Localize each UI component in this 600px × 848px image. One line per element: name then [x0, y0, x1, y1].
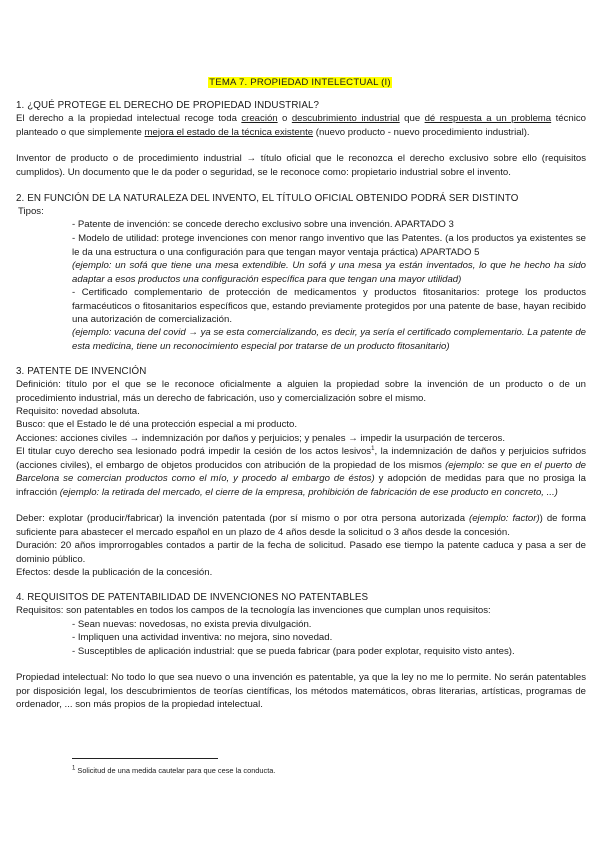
- footnote-number: 1: [72, 765, 76, 772]
- underlined-term: descubrimiento industrial: [291, 113, 400, 124]
- underlined-term: dé respuesta a un problema: [424, 113, 552, 124]
- busco-text: Busco: que el Estado le dé una protección especial a mi producto.: [16, 419, 298, 430]
- tipo-modelo-utilidad: - Modelo de utilidad: protege invenciones con menor rango inventivo que las Patentes. (a los productos ya existentes se le da una estructura o una configuración para que tengan mayor ventaja práctica) APARTADO 5: [72, 233, 586, 258]
- section-1-paragraph-1: El derecho a la propiedad intelectual recoge toda creación o descubrimiento industrial que dé respuesta a un problema técnico planteado o que simplemente mejora el estado de la técnica existente (nuevo producto - nuevo procedimiento industrial).: [16, 113, 586, 138]
- tipo-patente: - Patente de invención: se concede derecho exclusivo sobre una invención. APARTADO 3: [72, 219, 454, 230]
- section-3-heading: 3. PATENTE DE INVENCIÓN: [16, 366, 147, 377]
- section-1-heading: 1. ¿QUÉ PROTEGE EL DERECHO DE PROPIEDAD INDUSTRIAL?: [16, 100, 320, 111]
- deber-paragraph: Deber: explotar (producir/fabricar) la invención patentada (por sí mismo o por otra persona autorizada (ejemplo: factor)) de forma suficiente para abastecer el mercado español en un plazo de 4 años desde la solicitud o 3 años desde la concesión.: [16, 513, 587, 538]
- acciones-text: Acciones: acciones civiles → indemnización por daños y perjuicios; y penales → impedir la usurpación de terceros.: [16, 433, 505, 444]
- efectos-text: Efectos: desde la publicación de la concesión.: [16, 567, 213, 578]
- highlighted-title: TEMA 7. PROPIEDAD INTELECTUAL (I): [209, 77, 391, 88]
- duracion-text: Duración: 20 años improrrogables contados a partir de la fecha de solicitud. Pasado ese tiempo la patente caduca y pasa a ser de dominio público.: [16, 540, 586, 565]
- requisito-text: Requisito: novedad absoluta.: [16, 406, 140, 417]
- requisito-aplicacion-industrial: - Susceptibles de aplicación industrial: que se pueda fabricar (para poder explotar, requisito visto antes).: [72, 646, 515, 657]
- requisitos-intro: Requisitos: son patentables en todos los campos de la tecnología las invenciones que cumplan unos requisitos:: [16, 605, 491, 616]
- footnote-ref: 1: [371, 445, 375, 452]
- underlined-term: mejora el estado de la técnica existente: [144, 126, 314, 138]
- tipo-certificado: - Certificado complementario de protección de medicamentos y productos fitosanitarios: protege los productos farmacéuticos o fitosanitarios específicos que, estando previamente protegidos por una patente de base, hayan recibido una autorización de comercialización.: [72, 287, 586, 325]
- page-title: [0, 72, 600, 90]
- propiedad-intelectual-paragraph: Propiedad intelectual: No todo lo que sea nuevo o una invención es patentable, ya que la ley no me lo permite. No serán patentables por disposición legal, los descubrimientos de teorías científicas, los métodos matemáticos, obras literarias, artísticas, programas de ordenador, ... son más propios de la propiedad intelectual.: [16, 672, 586, 710]
- section-2-heading: 2. EN FUNCIÓN DE LA NATURALEZA DEL INVENTO, EL TÍTULO OFICIAL OBTENIDO PODRÁ SER DISTINTO: [16, 193, 519, 204]
- tipos-label: Tipos:: [18, 206, 44, 217]
- footnote: $^1$ Solicitud de una medida cautelar para que cese la conducta.: [72, 765, 276, 775]
- section-4-heading: 4. REQUISITOS DE PATENTABILIDAD DE INVENCIONES NO PATENTABLES: [16, 592, 369, 603]
- modelo-utilidad-example: (ejemplo: un sofá que tiene una mesa extendible. Un sofá y una mesa ya están inventados, lo que he hecho ha sido adaptar a esos productos una configuración específica para que tengan una mayor utilidad): [72, 260, 586, 285]
- underlined-term: creación: [241, 113, 278, 124]
- section-1-paragraph-2: Inventor de producto o de procedimiento industrial → título oficial que le reconozca el derecho exclusivo sobre ello (requisitos cumplidos). Un documento que le da poder o seguridad, se le reconoce como: propietario industrial sobre el invento.: [16, 153, 586, 178]
- definicion-text: Definición: título por el que se le reconoce oficialmente a alguien la propiedad sobre la invención de un producto o de un procedimiento industrial, más un derecho de fabricación, uso y comercialización sobre el mismo.: [16, 379, 586, 404]
- requisito-nuevas: - Sean nuevas: novedosas, no exista previa divulgación.: [72, 619, 312, 630]
- certificado-example: (ejemplo: vacuna del covid → ya se esta comercializando, es decir, ya sería el certificado complementario. La patente de esta medicina, tiene un reconocimiento especial por tratarse de un producto fitosanitario): [72, 327, 586, 352]
- titular-paragraph: El titular cuyo derecho sea lesionado podrá impedir la cesión de los actos lesivos$^1$, la indemnización de daños y perjuicios sufridos (acciones civiles), el embargo de objetos producidos con atribución de la propiedad de los mismos (ejemplo: se que en el puerto de Barcelona se comercian productos como el mío, y procedo al embargo de éstos) y adopción de medidas para que no prosiga la infracción (ejemplo: la retirada del mercado, el cierre de la empresa, prohibición de fabricación de ese producto en concreto, ...): [16, 445, 586, 498]
- requisito-actividad-inventiva: - Impliquen una actividad inventiva: no mejora, sino novedad.: [72, 632, 333, 643]
- footnote-separator: [72, 758, 218, 759]
